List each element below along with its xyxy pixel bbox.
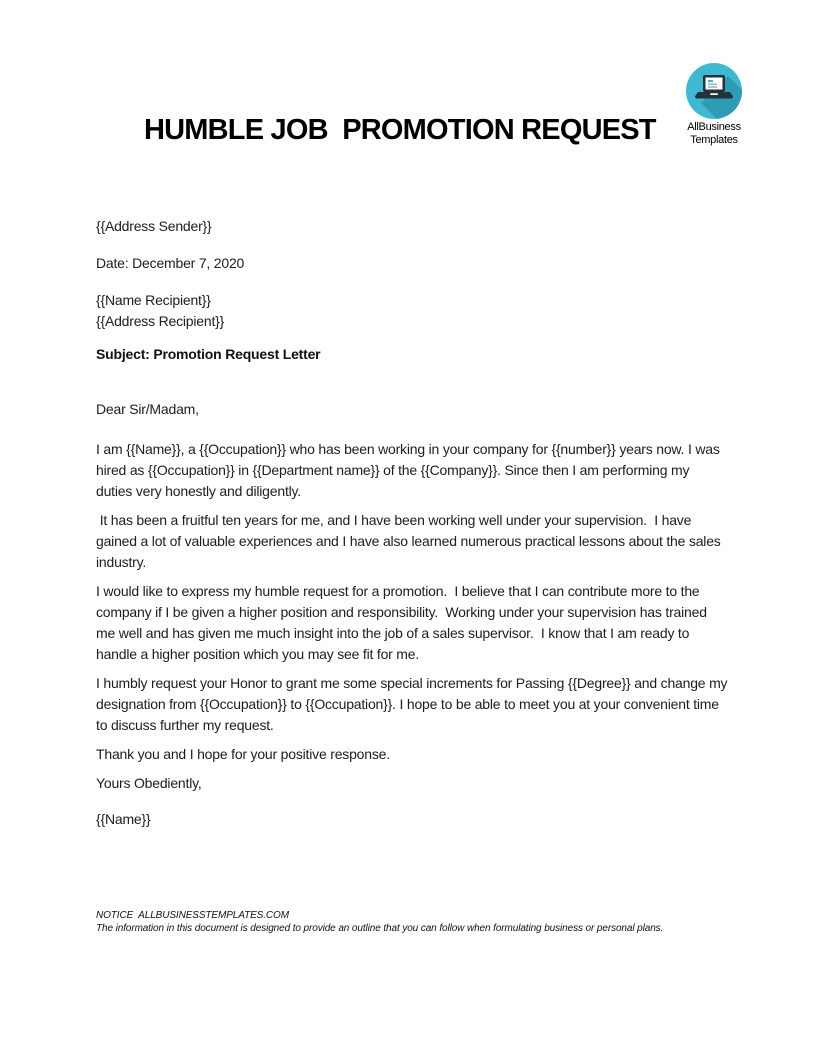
recipient-name-placeholder: {{Name Recipient}} xyxy=(96,292,211,308)
date-line: Date: December 7, 2020 xyxy=(96,255,245,271)
brand-line-1: AllBusiness xyxy=(687,121,741,133)
recipient-block xyxy=(96,290,728,332)
footer-disclaimer-line: The information in this document is designed to provide an outline that you can follow when formulating business or personal plans. xyxy=(96,923,664,934)
allbusiness-logo xyxy=(679,62,749,146)
footer-notice-line: NOTICE ALLBUSINESSTEMPLATES.COM xyxy=(96,910,289,921)
recipient-address-placeholder: {{Address Recipient}} xyxy=(96,313,225,329)
signature-placeholder: {{Name}} xyxy=(96,811,151,827)
closing-line: Yours Obediently, xyxy=(96,775,202,791)
salutation: Dear Sir/Madam, xyxy=(96,401,199,417)
body-paragraph-4: I humbly request your Honor to grant me some special increments for Passing {{Degree}} and change my designation from {{Occupation}} to {{Occupation}}. I hope to be able to meet you at your convenient time to discuss further my request. xyxy=(96,675,732,733)
footer-notice xyxy=(96,909,736,935)
subject-line: Subject: Promotion Request Letter xyxy=(96,346,321,362)
sender-address-placeholder: {{Address Sender}} xyxy=(96,218,212,234)
laptop-icon xyxy=(685,62,743,120)
body-paragraph-5: Thank you and I hope for your positive response. xyxy=(96,746,390,762)
body-paragraph-2: It has been a fruitful ten years for me, and I have been working well under your supervision. I have gained a lot of valuable experiences and I have also learned numerous practical lessons about the sales industry. xyxy=(96,512,725,570)
letter-body xyxy=(96,216,732,830)
document-title: HUMBLE JOB PROMOTION REQUEST xyxy=(144,114,656,146)
body-paragraph-3: I would like to express my humble request for a promotion. I believe that I can contribute more to the company if I be given a higher position and responsibility. Working under your supervision has trained me well and has given me much insight into the job of a sales supervisor. I know that I am ready to handle a higher position which you may see fit for me. xyxy=(96,583,711,662)
body-paragraph-1: I am {{Name}}, a {{Occupation}} who has been working in your company for {{number}} years now. I was hired as {{Occupation}} in {{Department name}} of the {{Company}}. Since then I am performing my duties very honestly and diligently. xyxy=(96,441,724,499)
brand-name xyxy=(679,121,749,146)
brand-line-2: Templates xyxy=(690,133,738,146)
